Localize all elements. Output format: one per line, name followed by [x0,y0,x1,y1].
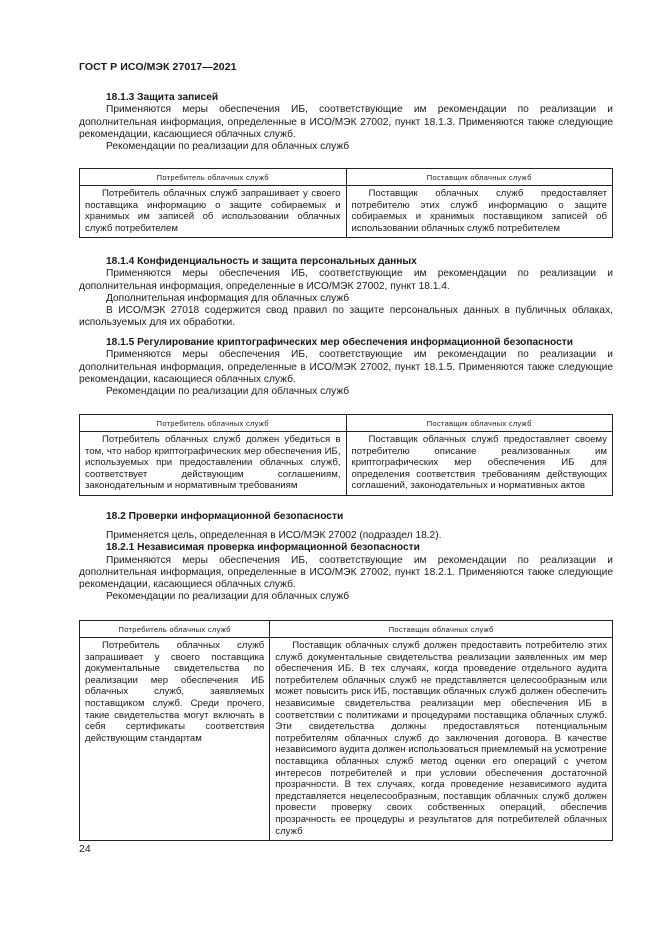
paragraph: Применяются меры обеспечения ИБ, соответствующие им рекомендации по реализации и дополнительная информация, определенные в ИСО/МЭК 27002, пункт 18.1.3. Применяются также следующие рекомендации, касающиеся облачных служб. [79,104,613,140]
paragraph: В ИСО/МЭК 27018 содержится свод правил по защите персональных данных в публичных облаках, используемых для их обработки. [79,305,613,329]
consumer-text: Потребитель облачных служб запрашивает у своего поставщика документальные свидетельства по реализации мер обеспечения ИБ облачных служб, заявляемых поставщиком служб. Среди прочего, такие свидетельства могут включать в себя сертификаты соответствия действующим стандартам [85,640,265,744]
table-18-1-3 [79,168,613,238]
section-heading: 18.1.3 Защита записей [106,92,219,103]
provider-cell [346,186,613,238]
page-number: 24 [79,843,91,855]
paragraph: Применяются меры обеспечения ИБ, соответствующие им рекомендации по реализации и дополнительная информация, определенные в ИСО/МЭК 27002, пункт 18.1.4. [79,268,613,292]
section-18-1-4 [79,256,613,330]
column-header-provider: Поставщик облачных служб [270,621,613,638]
provider-text: Поставщик облачных служб должен предоставить потребителю этих служб документальные свидетельства реализации заявленных им мер обеспечения ИБ. В тех случаях, когда проведение отдельного аудита потребителем облачных служб не представляется целесообразным или может повысить риск ИБ, поставщик облачных служб должен обеспечить независимые свидетельства реализации мер обеспечения ИБ в соответствии с политиками и процедурами поставщика облачных служб. Эти свидетельства должны предоставляться потенциальным потребителям облачных служб до заключения договора. В качестве независимого аудита должен использоваться приемлемый на усмотрение поставщика облачных служб метод оценки его операций с учетом интересов потребителей и при условии обеспечения достаточной прозрачности. В тех случаях, когда проведение независимого аудита представляется нецелесообразным, поставщик облачных служб должен провести проверку своих собственных операций, обеспечив прозрачность ее процедуры и результатов для потребителей облачных служб [275,640,607,837]
section-18-2 [79,511,613,523]
paragraph: Применяются меры обеспечения ИБ, соответствующие им рекомендации по реализации и дополнительная информация, определенные в ИСО/МЭК 27002, пункт 18.2.1. Применяются также следующие рекомендации, касающиеся облачных служб. [79,554,613,591]
consumer-text: Потребитель облачных служб запрашивает у своего поставщика информацию о защите собираемых и хранимых им записей об использовании облачных служб потребителем [85,188,341,234]
column-header-consumer: Потребитель облачных служб [80,415,347,432]
paragraph: Рекомендации по реализации для облачных служб [106,386,350,398]
section-18-2-body [79,530,613,604]
paragraph: Рекомендации по реализации для облачных служб [106,591,350,603]
table-18-1-5 [79,414,613,496]
provider-text: Поставщик облачных служб предоставляет своему потребителю описание реализованных им криптографических мер обеспечения ИБ для определения соответствия требованиям действующих соглашений, законодательных и нормативных актов [351,434,607,492]
paragraph: Рекомендации по реализации для облачных служб [106,141,350,153]
provider-cell [270,638,613,841]
provider-text: Поставщик облачных служб предоставляет потребителю этих служб информацию о защите собираемых и хранимых поставщиком записей об использовании облачных служб потребителем [351,188,607,234]
section-18-1-5 [79,337,613,398]
consumer-cell [80,432,347,496]
column-header-consumer: Потребитель облачных служб [80,621,270,638]
section-heading-18-2-1: 18.2.1 Независимая проверка информационной безопасности [106,542,420,554]
column-header-consumer: Потребитель облачных служб [80,169,347,186]
column-header-provider: Поставщик облачных служб [346,169,613,186]
document-header: ГОСТ Р ИСО/МЭК 27017—2021 [79,61,237,73]
column-header-provider: Поставщик облачных служб [346,415,613,432]
section-18-1-3 [79,92,613,153]
section-heading: 18.2 Проверки информационной безопасности [106,511,344,522]
paragraph: Применяется цель, определенная в ИСО/МЭК 27002 (подраздел 18.2). [106,530,442,541]
section-heading: 18.1.4 Конфиденциальность и защита персональных данных [106,256,417,267]
paragraph: Дополнительная информация для облачных служб [106,292,350,304]
paragraph: Применяются меры обеспечения ИБ, соответствующие им рекомендации по реализации и дополнительная информация, определенные в ИСО/МЭК 27002, пункт 18.1.5. Применяются также следующие рекомендации, касающиеся облачных служб. [79,349,613,385]
section-heading: 18.1.5 Регулирование криптографических мер обеспечения информационной безопасности [106,337,574,348]
consumer-text: Потребитель облачных служб должен убедиться в том, что набор криптографических мер обеспечения ИБ, используемых при предоставлении облачных служб, соответствует действующим соглашениям, законодательным и нормативным требованиям [85,434,341,492]
consumer-cell [80,638,270,841]
table-18-2-1 [79,620,613,841]
provider-cell [346,432,613,496]
consumer-cell [80,186,347,238]
